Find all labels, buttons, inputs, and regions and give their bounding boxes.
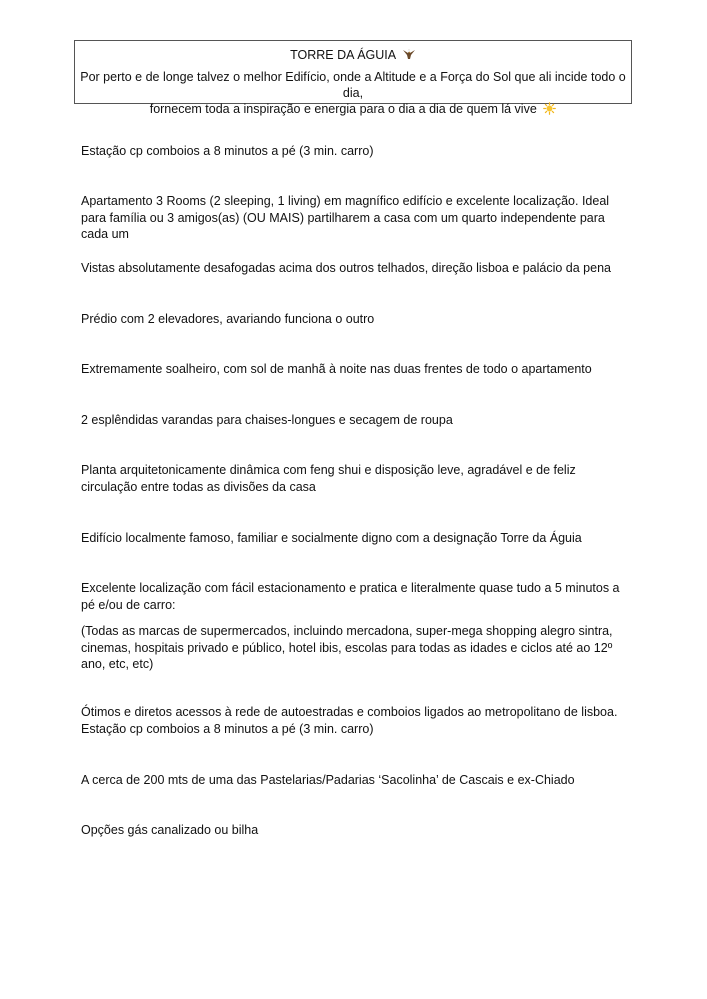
paragraph-floor-plan: Planta arquitetonicamente dinâmica com feng shui e disposição leve, agradável e de feliz circulação entre todas as divisões da casa [81,463,576,494]
paragraph-views: Vistas absolutamente desafogadas acima dos outros telhados, direção lisboa e palácio da pena [81,261,611,275]
header-line-2 [75,101,631,117]
paragraph-bakery: A cerca de 200 mts de uma das Pastelarias/Padarias ‘Sacolinha’ de Cascais e ex-Chiado [81,773,575,787]
paragraph-balconies: 2 esplêndidas varandas para chaises-longues e secagem de roupa [81,413,453,427]
paragraph-elevators: Prédio com 2 elevadores, avariando funciona o outro [81,312,375,326]
paragraph-station: Estação cp comboios a 8 minutos a pé (3 min. carro) [81,144,374,158]
eagle-icon [402,48,416,60]
paragraph-building: Edifício localmente famoso, familiar e socialmente digno com a designação Torre da Águia [81,531,582,545]
header-box [74,40,632,116]
paragraph-access: Ótimos e diretos acessos à rede de autoestradas e comboios ligados ao metropolitano de lisboa. Estação cp comboios a 8 minutos a pé (3 min. carro) [81,705,618,736]
document-title: TORRE DA ÁGUIA [290,48,396,62]
header-line-2-text: fornecem toda a inspiração e energia para o dia a dia de quem lá vive [149,102,537,116]
sun-icon [543,102,556,115]
paragraph-location: Excelente localização com fácil estacionamento e pratica e literalmente quase tudo a 5 minutos a pé e/ou de carro: [81,581,620,612]
title-line [75,47,631,63]
paragraph-sunny: Extremamente soalheiro, com sol de manhã à noite nas duas frentes de todo o apartamento [81,362,592,376]
header-line-1: Por perto e de longe talvez o melhor Edifício, onde a Altitude e a Força do Sol que ali incide todo o dia, [80,70,626,100]
paragraph-gas: Opções gás canalizado ou bilha [81,823,259,837]
paragraph-amenities: (Todas as marcas de supermercados, incluindo mercadona, super-mega shopping alegro sintra, cinemas, hospitais privado e público, hotel ibis, escolas para todas as idades e ciclos até ao 12º ano, etc, etc) [81,624,613,671]
paragraph-apartment: Apartamento 3 Rooms (2 sleeping, 1 living) em magnífico edifício e excelente localização. Ideal para família ou 3 amigos(as) (OU MAIS) partilharem a casa com um quarto independente para cada um [81,194,610,241]
